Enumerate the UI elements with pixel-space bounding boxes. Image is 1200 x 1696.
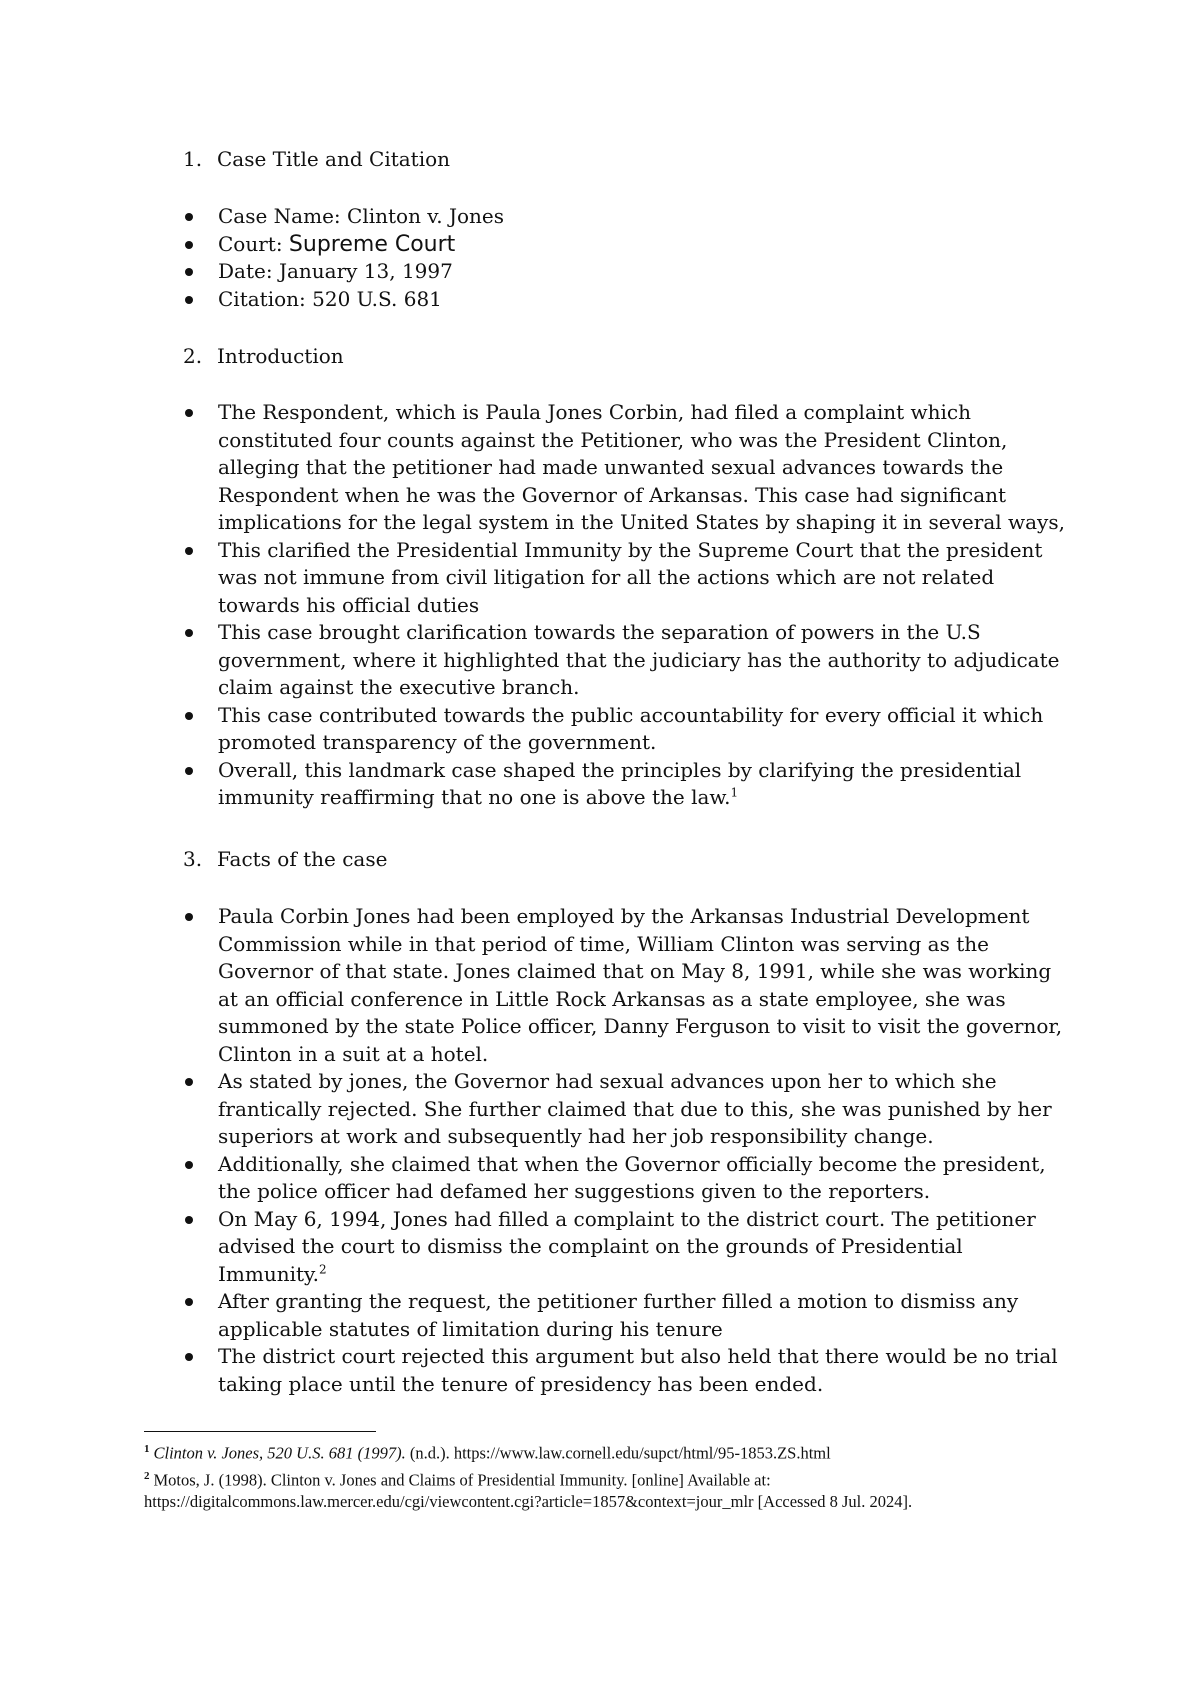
case-details-list — [218, 203, 1068, 313]
list-item: This clarified the Presidential Immunity by the Supreme Court that the president was not immune from civil litigation for all the actions which are not related towards his official duties — [218, 537, 1068, 620]
list-item: On May 6, 1994, Jones had filled a complaint to the district court. The petitioner advised the court to dismiss the complaint on the grounds of Presidential Immunity.$^2$ — [218, 1206, 1068, 1289]
list-item: The Respondent, which is Paula Jones Corbin, had filed a complaint which constituted four counts against the Petitioner, who was the President Clinton, alleging that the petitioner had made unwanted sexual advances towards the Respondent when he was the Governor of Arkansas. This case had significant implications for the legal system in the United States by shaping it in several ways, — [218, 399, 1068, 537]
footnote-reference[interactable]: 2 — [319, 1261, 327, 1276]
introduction-list — [218, 399, 1068, 812]
list-item: This case brought clarification towards the separation of powers in the U.S government, where it highlighted that the judiciary has the authority to adjudicate claim against the executive branch. — [218, 619, 1068, 702]
list-item: Case Name: Clinton v. Jones — [218, 203, 1068, 231]
list-item: Court: Supreme Court — [218, 231, 1068, 259]
list-item: Date: January 13, 1997 — [218, 258, 1068, 286]
list-item: This case contributed towards the public accountability for every official it which promoted transparency of the government. — [218, 702, 1068, 757]
section-heading: 2. Introduction — [183, 344, 344, 368]
footnote: $^2$ Motos, J. (1998). Clinton v. Jones and Claims of Presidential Immunity. [online] Available at: https://digitalcommons.law.mercer.edu/cgi/viewcontent.cgi?article=1857&context=jour_mlr [Accessed 8 Jul. 2024]. — [144, 1469, 913, 1511]
list-item: Paula Corbin Jones had been employed by the Arkansas Industrial Development Commission while in that period of time, William Clinton was serving as the Governor of that state. Jones claimed that on May 8, 1991, while she was working at an official conference in Little Rock Arkansas as a state employee, she was summoned by the state Police officer, Danny Ferguson to visit to visit the governor, Clinton in a suit at a hotel. — [218, 903, 1068, 1068]
list-item: Additionally, she claimed that when the Governor officially become the president, the police officer had defamed her suggestions given to the reporters. — [218, 1151, 1068, 1206]
footnote: $^1$ Clinton v. Jones, 520 U.S. 681 (1997). (n.d.). https://www.law.cornell.edu/supct/html/95-1853.ZS.html — [144, 1443, 831, 1463]
list-item: After granting the request, the petitioner further filled a motion to dismiss any applicable statutes of limitation during his tenure — [218, 1288, 1068, 1343]
footnotes — [144, 1438, 1064, 1513]
section-heading: 3. Facts of the case — [183, 847, 388, 871]
list-item: Citation: 520 U.S. 681 — [218, 286, 1068, 314]
footnote-reference[interactable]: 1 — [730, 785, 739, 800]
list-item: Overall, this landmark case shaped the principles by clarifying the presidential immunity reaffirming that no one is above the law.$^1$ — [218, 757, 1068, 812]
footnote-separator — [144, 1431, 376, 1432]
facts-list — [218, 903, 1068, 1398]
list-item: The district court rejected this argument but also held that there would be no trial taking place until the tenure of presidency has been ended. — [218, 1343, 1068, 1398]
list-item: As stated by jones, the Governor had sexual advances upon her to which she frantically rejected. She further claimed that due to this, she was punished by her superiors at work and subsequently had her job responsibility change. — [218, 1068, 1068, 1151]
section-heading: 1. Case Title and Citation — [183, 147, 451, 171]
